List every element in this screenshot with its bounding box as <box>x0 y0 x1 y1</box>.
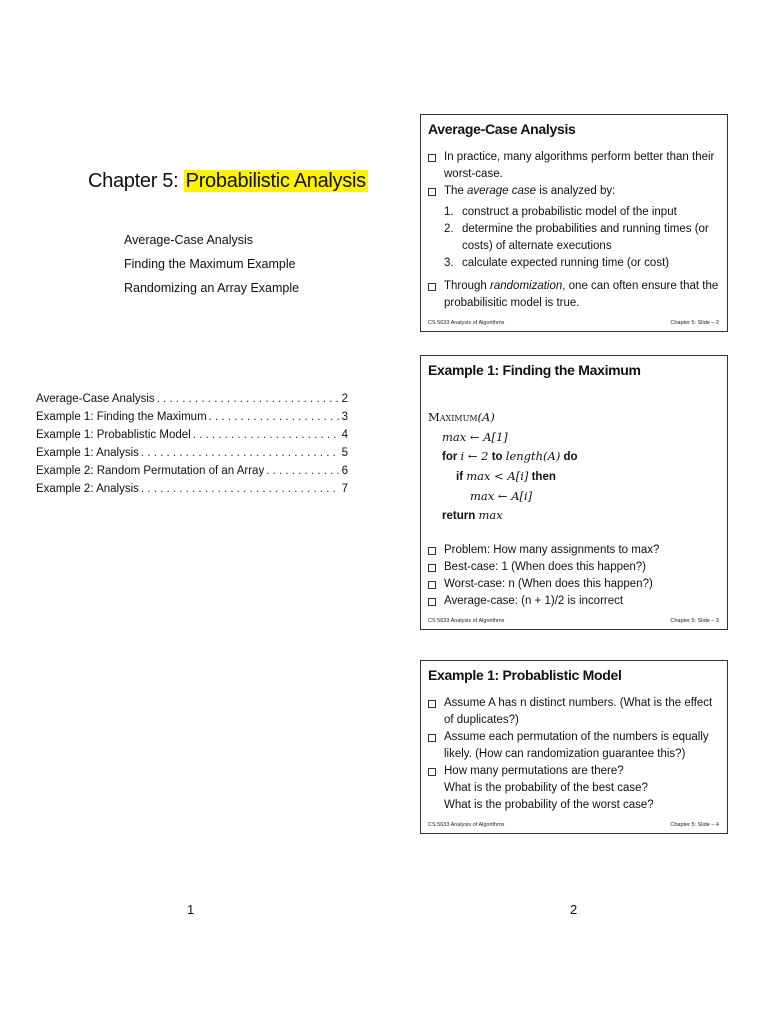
code-expr: max < A[i] <box>466 469 529 483</box>
code-expr: length(A) <box>505 449 561 463</box>
toc-dot-leader <box>141 480 340 498</box>
short-contents <box>124 228 299 300</box>
keyword: for <box>442 451 458 463</box>
code-expr: i ← 2 <box>460 449 489 463</box>
code-line <box>428 447 719 467</box>
bullet-item: Assume each permutation of the numbers is equally likely. (How can randomization guarantee this?) <box>428 729 719 763</box>
toc-dot-leader <box>209 408 340 426</box>
item-text: construct a probabilistic model of the input <box>462 206 677 218</box>
toc-entry-page: 3 <box>341 411 348 423</box>
bullet-item: In practice, many algorithms perform better than their worst-case. <box>428 149 719 183</box>
item-number: 3. <box>444 257 454 269</box>
page-number-right: 2 <box>570 902 578 917</box>
toc-entry-label: Example 2: Analysis <box>36 483 139 495</box>
toc-entry[interactable] <box>36 462 348 480</box>
toc-entry-label: Example 2: Random Permutation of an Array <box>36 465 265 477</box>
bullet-item: Assume A has n distinct numbers. (What is the effect of duplicates?) <box>428 695 719 729</box>
toc-entry-page: 2 <box>341 393 348 405</box>
bullet-emphasis: average case <box>467 185 537 197</box>
bullet-continuation: What is the probability of the best case? <box>444 782 648 794</box>
short-contents-item[interactable]: Finding the Maximum Example <box>124 257 296 271</box>
bullet-item <box>428 278 719 312</box>
code-line <box>428 408 719 428</box>
toc-entry-page: 6 <box>341 465 348 477</box>
bullet-text: The <box>444 185 468 197</box>
keyword: then <box>531 471 556 483</box>
keyword: return <box>442 510 476 522</box>
item-number: 1. <box>444 206 454 218</box>
function-arg: (A) <box>477 410 495 424</box>
slide-bullets <box>428 149 719 312</box>
slide-footer <box>428 814 719 833</box>
toc-dot-leader <box>141 444 340 462</box>
bullet-item <box>428 183 719 200</box>
keyword: do <box>563 451 578 463</box>
bullet-emphasis: randomization <box>490 280 563 292</box>
bullet-item: How many permutations are there? <box>428 763 719 780</box>
slide-bullets <box>428 695 719 814</box>
toc-dot-leader <box>157 390 340 408</box>
short-contents-item[interactable]: Average-Case Analysis <box>124 233 254 247</box>
item-number: 2. <box>444 223 454 235</box>
code-line <box>428 467 719 487</box>
code-expr: max <box>478 508 503 522</box>
toc-entry[interactable] <box>36 444 348 462</box>
code-line: max ← A[1] <box>442 430 508 444</box>
pseudocode <box>428 408 719 526</box>
chapter-title <box>88 170 368 193</box>
table-of-contents <box>36 390 348 498</box>
footer-slide-number: Chapter 5: Slide – 3 <box>670 618 719 624</box>
bullet-item: Average-case: (n + 1)/2 is incorrect <box>428 593 719 610</box>
toc-entry-page: 5 <box>341 447 348 459</box>
function-name: Maximum <box>428 410 478 424</box>
toc-entry[interactable] <box>36 480 348 498</box>
slide-probabilistic-model <box>420 660 728 834</box>
bullet-text: Through <box>444 280 491 292</box>
footer-course: CS 5633 Analysis of Algorithms <box>428 320 505 326</box>
toc-entry-page: 4 <box>341 429 348 441</box>
toc-entry-label: Example 1: Analysis <box>36 447 139 459</box>
toc-entry-label: Example 1: Probablistic Model <box>36 429 191 441</box>
footer-slide-number: Chapter 5: Slide – 4 <box>670 822 719 828</box>
slide-title: Average-Case Analysis <box>428 121 576 137</box>
slide-footer <box>428 312 719 331</box>
chapter-title-prefix: Chapter 5: <box>88 170 179 192</box>
page-number-left: 1 <box>187 902 195 917</box>
item-text: calculate expected running time (or cost) <box>462 257 670 269</box>
code-line <box>428 506 719 526</box>
bullet-text: , one can often ensure that the probabilisitic model is true. <box>444 280 719 309</box>
footer-slide-number: Chapter 5: Slide – 2 <box>670 320 719 326</box>
bullet-item: Best-case: 1 (When does this happen?) <box>428 559 719 576</box>
toc-entry[interactable] <box>36 408 348 426</box>
slide-average-case <box>420 114 728 332</box>
slide-bullets <box>428 542 719 610</box>
slide-title: Example 1: Probablistic Model <box>428 667 622 683</box>
bullet-text: is analyzed by: <box>536 185 616 197</box>
numbered-item <box>444 255 719 272</box>
slide-title: Example 1: Finding the Maximum <box>428 362 641 378</box>
toc-entry[interactable] <box>36 426 348 444</box>
toc-dot-leader <box>193 426 340 444</box>
footer-course: CS 5633 Analysis of Algorithms <box>428 822 505 828</box>
bullet-item: Worst-case: n (When does this happen?) <box>428 576 719 593</box>
bullet-continuation: What is the probability of the worst case? <box>444 799 654 811</box>
numbered-item <box>444 204 719 221</box>
keyword: if <box>456 471 464 483</box>
numbered-list <box>428 204 719 272</box>
slide-finding-maximum <box>420 355 728 630</box>
item-text: determine the probabilities and running times (or costs) of alternate executions <box>462 223 709 252</box>
keyword: to <box>491 451 503 463</box>
bullet-item: Problem: How many assignments to max? <box>428 542 719 559</box>
toc-entry-label: Example 1: Finding the Maximum <box>36 411 207 423</box>
footer-course: CS 5633 Analysis of Algorithms <box>428 618 505 624</box>
toc-entry-label: Average-Case Analysis <box>36 393 155 405</box>
short-contents-item[interactable]: Randomizing an Array Example <box>124 281 300 295</box>
toc-entry[interactable] <box>36 390 348 408</box>
chapter-title-highlight: Probabilistic Analysis <box>185 170 366 192</box>
toc-entry-page: 7 <box>341 483 348 495</box>
toc-dot-leader <box>266 462 339 480</box>
slide-footer <box>428 610 719 629</box>
numbered-item <box>444 221 719 255</box>
code-line: max ← A[i] <box>470 489 533 503</box>
